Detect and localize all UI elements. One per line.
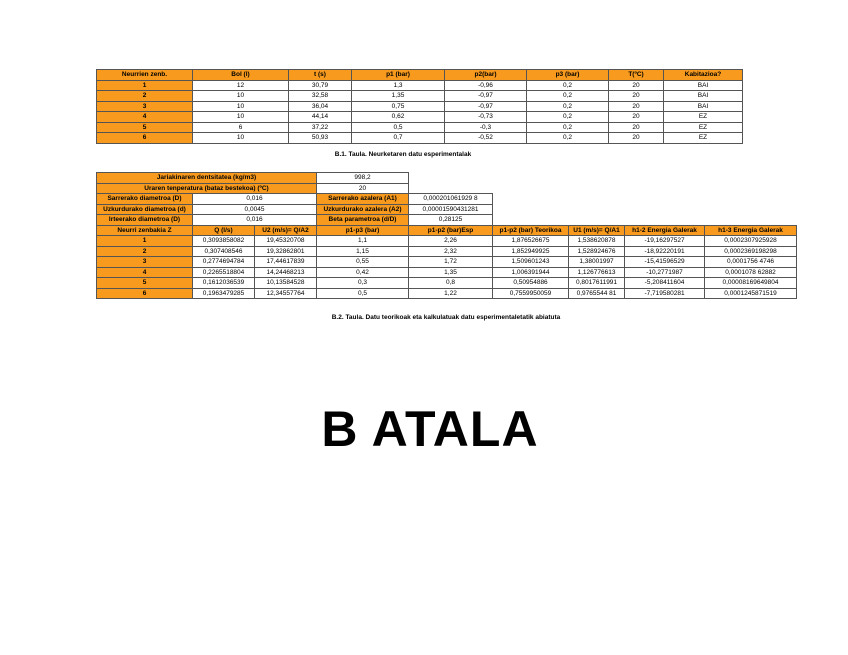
table-cell: -10,2771987 <box>625 267 705 278</box>
table-row <box>97 236 797 247</box>
calculated-data-table <box>96 172 797 299</box>
table-cell: -0,97 <box>445 91 527 102</box>
section-title: B ATALA <box>321 401 539 457</box>
table-row <box>97 91 743 102</box>
header-cell: h1-3 Energia Galerak <box>705 225 797 236</box>
table-cell: 1,35 <box>409 267 493 278</box>
beta-label: Beta parametroa (d/D) <box>317 215 409 226</box>
table-row <box>97 246 797 257</box>
table-cell: 0,1963479285 <box>193 288 255 299</box>
table-cell: 0,2 <box>527 122 609 133</box>
outlet-diameter-value: 0,016 <box>193 215 317 226</box>
table-cell: 0,7 <box>352 133 445 144</box>
table-cell: 0,8 <box>409 278 493 289</box>
inlet-diameter-label: Sarrerako diametroa (D) <box>97 194 193 205</box>
table-cell: 0,0001078 62882 <box>705 267 797 278</box>
row-index-cell: 5 <box>97 278 193 289</box>
table-cell: BAI <box>664 91 743 102</box>
table-cell: 0,55 <box>317 257 409 268</box>
table-row <box>97 80 743 91</box>
table-cell: 0,2 <box>527 133 609 144</box>
table-cell: 0,2265518804 <box>193 267 255 278</box>
table-cell: -0,97 <box>445 101 527 112</box>
table-cell: 20 <box>609 112 664 123</box>
throat-area-value: 0,00001590431281 <box>409 204 493 215</box>
table-cell: 19,32862801 <box>255 246 317 257</box>
table-cell: 0,2 <box>527 91 609 102</box>
outlet-diameter-label: Irteerako diametroa (D) <box>97 215 193 226</box>
table-cell: 1,006391944 <box>493 267 569 278</box>
table-caption: B.2. Taula. Datu teorikoak eta kalkulatuak datu esperimentaletatik abiatuta <box>331 314 561 321</box>
table-cell: 1,3 <box>352 80 445 91</box>
table-cell: 1,126776613 <box>569 267 625 278</box>
header-cell: p1-p2 (bar) Teorikoa <box>493 225 569 236</box>
table-cell: EZ <box>664 112 743 123</box>
row-index-cell: 4 <box>97 267 193 278</box>
table-cell: 1,528924676 <box>569 246 625 257</box>
table-cell: 0,5 <box>317 288 409 299</box>
table-cell: 0,42 <box>317 267 409 278</box>
table-cell: 0,2774694784 <box>193 257 255 268</box>
table-cell: 19,45320708 <box>255 236 317 247</box>
throat-diameter-label: Uzkurdurako diametroa (d) <box>97 204 193 215</box>
throat-area-label: Uzkurdurako azalera (A2) <box>317 204 409 215</box>
table-cell: -18,92220191 <box>625 246 705 257</box>
table-cell: 36,04 <box>289 101 352 112</box>
table-cell: 10 <box>193 112 289 123</box>
table-caption: B.1. Taula. Neurketaren datu esperimentalak <box>334 151 472 158</box>
header-cell: p3 (bar) <box>527 70 609 81</box>
inlet-area-value: 0,000201061929 8 <box>409 194 493 205</box>
row-index-cell: 6 <box>97 288 193 299</box>
throat-diameter-value: 0,0045 <box>193 204 317 215</box>
table-cell: 37,22 <box>289 122 352 133</box>
temperature-label: Uraren tenperatura (bataz bestekoa) (ºC) <box>97 183 317 194</box>
table-row <box>97 278 797 289</box>
header-cell: U2 (m/s)= Q/A2 <box>255 225 317 236</box>
table-cell: 20 <box>609 133 664 144</box>
table-cell: -0,52 <box>445 133 527 144</box>
table-row <box>97 101 743 112</box>
table-cell: 1,1 <box>317 236 409 247</box>
row-index-cell: 2 <box>97 91 193 102</box>
table-cell: 0,8017611991 <box>569 278 625 289</box>
inlet-diameter-value: 0,016 <box>193 194 317 205</box>
row-index-cell: 3 <box>97 257 193 268</box>
header-cell: Bol (l) <box>193 70 289 81</box>
table-row <box>97 288 797 299</box>
table-row <box>97 112 743 123</box>
param-row-inlet <box>97 194 797 205</box>
table-cell: EZ <box>664 122 743 133</box>
table-cell: 0,7559950059 <box>493 288 569 299</box>
table-cell: 0,2 <box>527 80 609 91</box>
row-index-cell: 1 <box>97 236 193 247</box>
row-index-cell: 5 <box>97 122 193 133</box>
table-cell: 10 <box>193 91 289 102</box>
temperature-value: 20 <box>317 183 409 194</box>
header-cell: p1-p2 (bar)Esp <box>409 225 493 236</box>
row-index-cell: 2 <box>97 246 193 257</box>
table-cell: 0,0002307925928 <box>705 236 797 247</box>
table-cell: -19,16297527 <box>625 236 705 247</box>
row-index-cell: 3 <box>97 101 193 112</box>
table-row <box>97 267 797 278</box>
table-cell: 0,1612036539 <box>193 278 255 289</box>
header-cell: T(ºC) <box>609 70 664 81</box>
table-cell: 1,852949925 <box>493 246 569 257</box>
table-cell: -0,3 <box>445 122 527 133</box>
param-row-temperature <box>97 183 797 194</box>
table-cell: 12,34557764 <box>255 288 317 299</box>
table-cell: 1,38001997 <box>569 257 625 268</box>
table-cell: 1,538620878 <box>569 236 625 247</box>
header-cell: U1 (m/s)= Q/A1 <box>569 225 625 236</box>
table-row <box>97 257 797 268</box>
table-cell: 10 <box>193 101 289 112</box>
table-cell: 1,22 <box>409 288 493 299</box>
table-header-row <box>97 225 797 236</box>
table-cell: 10 <box>193 133 289 144</box>
table-cell: -5,208411604 <box>625 278 705 289</box>
table-cell: 10,13584528 <box>255 278 317 289</box>
beta-value: 0,28125 <box>409 215 493 226</box>
density-label: Jariakinaren dentsitatea (kg/m3) <box>97 173 317 184</box>
table-cell: 0,2 <box>527 112 609 123</box>
header-cell: t (s) <box>289 70 352 81</box>
table-cell: 1,72 <box>409 257 493 268</box>
param-row-throat <box>97 204 797 215</box>
table-cell: 32,58 <box>289 91 352 102</box>
table-cell: 0,75 <box>352 101 445 112</box>
inlet-area-label: Sarrerako azalera (A1) <box>317 194 409 205</box>
table-cell: 20 <box>609 122 664 133</box>
table-cell: 1,15 <box>317 246 409 257</box>
table-cell: EZ <box>664 133 743 144</box>
header-cell: Neurrien zenb. <box>97 70 193 81</box>
row-index-cell: 4 <box>97 112 193 123</box>
row-index-cell: 1 <box>97 80 193 91</box>
table-cell: 0,62 <box>352 112 445 123</box>
param-row-outlet <box>97 215 797 226</box>
header-cell: p1-p3 (bar) <box>317 225 409 236</box>
table-cell: 1,509601243 <box>493 257 569 268</box>
table-cell: 20 <box>609 80 664 91</box>
table-cell: 0,50954886 <box>493 278 569 289</box>
table-cell: 0,3 <box>317 278 409 289</box>
table-cell: 0,0002369198298 <box>705 246 797 257</box>
table-cell: 12 <box>193 80 289 91</box>
table-cell: 0,307408546 <box>193 246 255 257</box>
table-row <box>97 122 743 133</box>
density-value: 998,2 <box>317 173 409 184</box>
table-cell: 20 <box>609 101 664 112</box>
header-cell: p2(bar) <box>445 70 527 81</box>
header-cell: h1-2 Energia Galerak <box>625 225 705 236</box>
table-cell: -15,41596529 <box>625 257 705 268</box>
table-cell: BAI <box>664 101 743 112</box>
table-cell: 0,0001756 4746 <box>705 257 797 268</box>
table-cell: 0,5 <box>352 122 445 133</box>
table-cell: 1,35 <box>352 91 445 102</box>
table-cell: 2,32 <box>409 246 493 257</box>
table-cell: -0,96 <box>445 80 527 91</box>
header-cell: p1 (bar) <box>352 70 445 81</box>
table-cell: 20 <box>609 91 664 102</box>
table-cell: 0,9765544 81 <box>569 288 625 299</box>
table-cell: 0,00008169649804 <box>705 278 797 289</box>
table-cell: 0,3093858082 <box>193 236 255 247</box>
table-cell: 0,2 <box>527 101 609 112</box>
table-header-row <box>97 70 743 81</box>
header-cell: Neurri zenbakia Z <box>97 225 193 236</box>
table-cell: 14,24468213 <box>255 267 317 278</box>
table-cell: 2,26 <box>409 236 493 247</box>
param-row-density <box>97 173 797 184</box>
table-cell: 50,93 <box>289 133 352 144</box>
experimental-data-table <box>96 69 743 144</box>
table-cell: 30,79 <box>289 80 352 91</box>
table-cell: -7,719580281 <box>625 288 705 299</box>
table-cell: -0,73 <box>445 112 527 123</box>
header-cell: Kabitazioa? <box>664 70 743 81</box>
row-index-cell: 6 <box>97 133 193 144</box>
table-cell: 6 <box>193 122 289 133</box>
table-cell: 0,0001245871519 <box>705 288 797 299</box>
table-cell: 17,44617839 <box>255 257 317 268</box>
table-row <box>97 133 743 144</box>
table-cell: 1,876526675 <box>493 236 569 247</box>
table-cell: BAI <box>664 80 743 91</box>
table-cell: 44,14 <box>289 112 352 123</box>
header-cell: Q (l/s) <box>193 225 255 236</box>
